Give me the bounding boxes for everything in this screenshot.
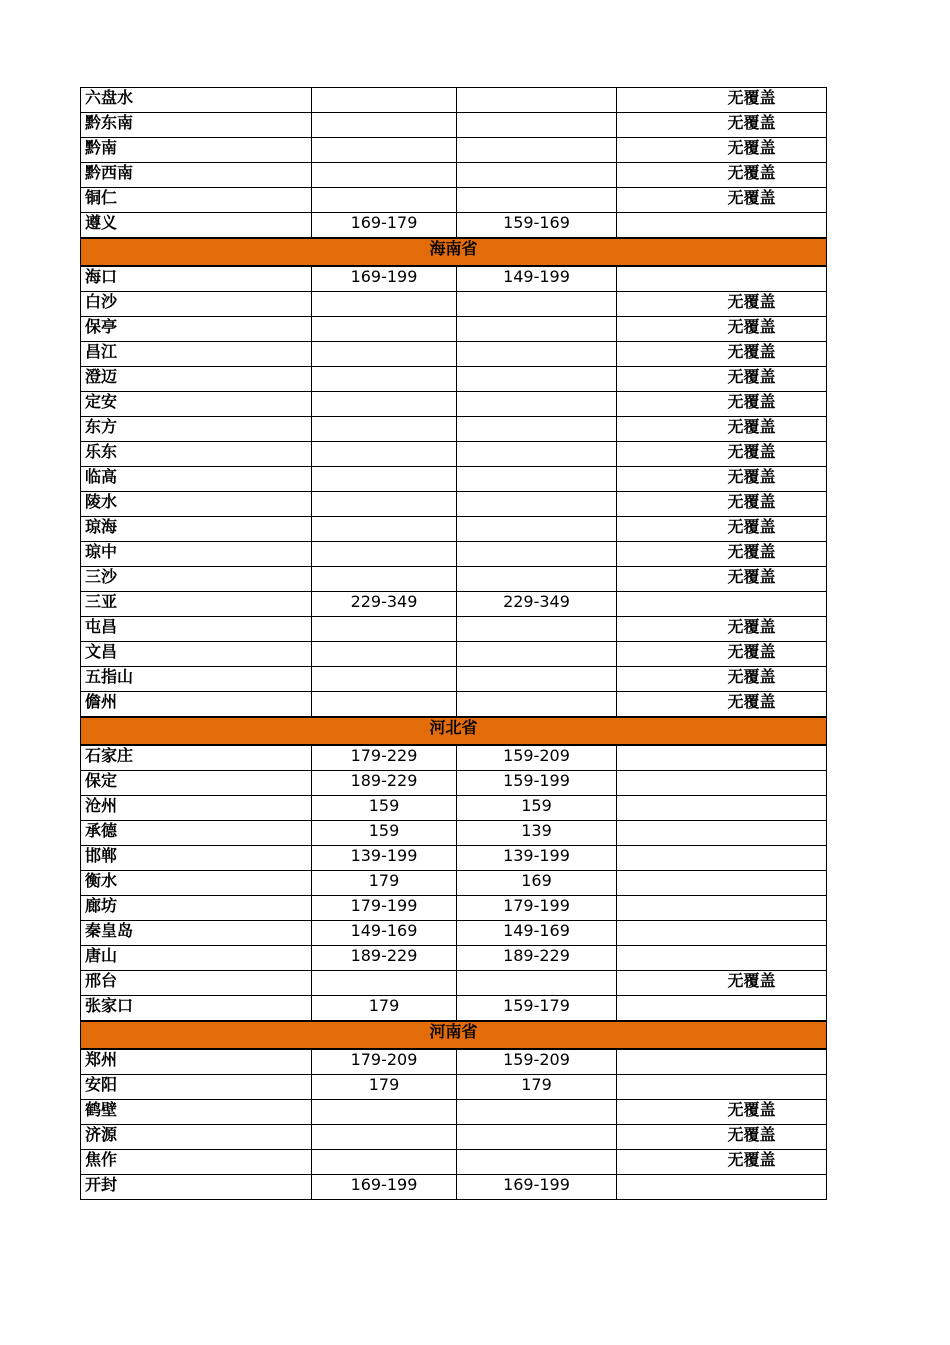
price-b-cell xyxy=(457,113,617,138)
city-cell: 遵义 xyxy=(81,213,312,239)
price-b-cell xyxy=(457,367,617,392)
table-row xyxy=(81,1175,827,1200)
price-b-cell: 159-179 xyxy=(457,996,617,1022)
price-b-cell: 189-229 xyxy=(457,946,617,971)
city-cell: 海口 xyxy=(81,266,312,292)
city-cell: 张家口 xyxy=(81,996,312,1022)
price-b-cell xyxy=(457,442,617,467)
coverage-cell: 无覆盖 xyxy=(617,392,827,417)
coverage-cell: 无覆盖 xyxy=(617,163,827,188)
city-cell: 琼中 xyxy=(81,542,312,567)
price-a-cell xyxy=(312,1150,457,1175)
price-b-cell xyxy=(457,188,617,213)
city-cell: 保定 xyxy=(81,771,312,796)
city-cell: 衡水 xyxy=(81,871,312,896)
coverage-cell: 无覆盖 xyxy=(617,1100,827,1125)
price-b-cell xyxy=(457,342,617,367)
price-a-cell: 149-169 xyxy=(312,921,457,946)
city-cell: 邢台 xyxy=(81,971,312,996)
price-b-cell xyxy=(457,1125,617,1150)
price-a-cell xyxy=(312,971,457,996)
price-b-cell xyxy=(457,517,617,542)
price-a-cell xyxy=(312,342,457,367)
table-row xyxy=(81,567,827,592)
price-b-cell: 159 xyxy=(457,796,617,821)
price-b-cell xyxy=(457,542,617,567)
coverage-cell xyxy=(617,821,827,846)
city-cell: 琼海 xyxy=(81,517,312,542)
price-b-cell xyxy=(457,138,617,163)
price-a-cell xyxy=(312,392,457,417)
price-b-cell xyxy=(457,667,617,692)
price-a-cell xyxy=(312,442,457,467)
price-a-cell xyxy=(312,467,457,492)
price-b-cell xyxy=(457,642,617,667)
price-b-cell xyxy=(457,617,617,642)
city-cell: 昌江 xyxy=(81,342,312,367)
table-row xyxy=(81,542,827,567)
table-body xyxy=(81,88,827,1200)
price-b-cell xyxy=(457,392,617,417)
table-row xyxy=(81,138,827,163)
price-a-cell: 179-229 xyxy=(312,745,457,771)
price-a-cell: 179 xyxy=(312,871,457,896)
city-cell: 鹤壁 xyxy=(81,1100,312,1125)
city-cell: 石家庄 xyxy=(81,745,312,771)
price-coverage-table xyxy=(80,87,827,1200)
city-cell: 承德 xyxy=(81,821,312,846)
coverage-cell xyxy=(617,871,827,896)
table-row xyxy=(81,442,827,467)
province-name: 河北省 xyxy=(81,717,827,745)
table-row xyxy=(81,292,827,317)
city-cell: 秦皇岛 xyxy=(81,921,312,946)
coverage-cell: 无覆盖 xyxy=(617,692,827,718)
coverage-cell xyxy=(617,1049,827,1075)
table-row xyxy=(81,163,827,188)
table-row xyxy=(81,896,827,921)
price-a-cell xyxy=(312,492,457,517)
price-a-cell: 179-199 xyxy=(312,896,457,921)
coverage-cell: 无覆盖 xyxy=(617,467,827,492)
city-cell: 廊坊 xyxy=(81,896,312,921)
price-b-cell: 169 xyxy=(457,871,617,896)
price-a-cell xyxy=(312,417,457,442)
city-cell: 济源 xyxy=(81,1125,312,1150)
coverage-cell: 无覆盖 xyxy=(617,417,827,442)
price-a-cell xyxy=(312,367,457,392)
price-a-cell xyxy=(312,317,457,342)
table-row xyxy=(81,617,827,642)
coverage-cell: 无覆盖 xyxy=(617,971,827,996)
price-b-cell: 149-169 xyxy=(457,921,617,946)
table-row xyxy=(81,692,827,718)
table-row xyxy=(81,592,827,617)
table-row xyxy=(81,921,827,946)
price-a-cell: 179 xyxy=(312,996,457,1022)
city-cell: 唐山 xyxy=(81,946,312,971)
city-cell: 沧州 xyxy=(81,796,312,821)
price-b-cell xyxy=(457,492,617,517)
price-b-cell: 159-209 xyxy=(457,1049,617,1075)
table-row xyxy=(81,1150,827,1175)
price-b-cell: 159-199 xyxy=(457,771,617,796)
city-cell: 三沙 xyxy=(81,567,312,592)
coverage-cell: 无覆盖 xyxy=(617,188,827,213)
price-b-cell xyxy=(457,567,617,592)
table-row xyxy=(81,642,827,667)
price-b-cell: 159-209 xyxy=(457,745,617,771)
coverage-cell xyxy=(617,592,827,617)
price-b-cell: 139 xyxy=(457,821,617,846)
table-row xyxy=(81,88,827,113)
city-cell: 铜仁 xyxy=(81,188,312,213)
coverage-cell: 无覆盖 xyxy=(617,138,827,163)
price-a-cell: 169-179 xyxy=(312,213,457,239)
price-a-cell xyxy=(312,642,457,667)
coverage-cell: 无覆盖 xyxy=(617,1150,827,1175)
coverage-cell: 无覆盖 xyxy=(617,367,827,392)
table-row xyxy=(81,946,827,971)
price-b-cell xyxy=(457,163,617,188)
price-a-cell xyxy=(312,1125,457,1150)
table-row xyxy=(81,1075,827,1100)
price-a-cell: 179-209 xyxy=(312,1049,457,1075)
price-b-cell xyxy=(457,417,617,442)
coverage-cell: 无覆盖 xyxy=(617,642,827,667)
price-a-cell xyxy=(312,88,457,113)
price-b-cell xyxy=(457,971,617,996)
price-b-cell xyxy=(457,1150,617,1175)
price-a-cell xyxy=(312,692,457,718)
city-cell: 乐东 xyxy=(81,442,312,467)
coverage-cell xyxy=(617,846,827,871)
coverage-cell: 无覆盖 xyxy=(617,292,827,317)
price-a-cell xyxy=(312,292,457,317)
price-b-cell xyxy=(457,692,617,718)
province-header-row xyxy=(81,717,827,745)
table-row xyxy=(81,467,827,492)
price-b-cell xyxy=(457,1100,617,1125)
table-row xyxy=(81,846,827,871)
price-a-cell: 189-229 xyxy=(312,771,457,796)
city-cell: 保亭 xyxy=(81,317,312,342)
coverage-cell: 无覆盖 xyxy=(617,567,827,592)
city-cell: 六盘水 xyxy=(81,88,312,113)
price-a-cell: 179 xyxy=(312,1075,457,1100)
table-row xyxy=(81,517,827,542)
table-row xyxy=(81,367,827,392)
city-cell: 东方 xyxy=(81,417,312,442)
coverage-cell xyxy=(617,946,827,971)
price-b-cell: 169-199 xyxy=(457,1175,617,1200)
coverage-cell: 无覆盖 xyxy=(617,542,827,567)
coverage-cell xyxy=(617,1175,827,1200)
price-b-cell xyxy=(457,88,617,113)
table-row xyxy=(81,796,827,821)
price-a-cell xyxy=(312,1100,457,1125)
city-cell: 邯郸 xyxy=(81,846,312,871)
city-cell: 陵水 xyxy=(81,492,312,517)
coverage-cell xyxy=(617,796,827,821)
table-row xyxy=(81,871,827,896)
price-a-cell xyxy=(312,188,457,213)
coverage-cell xyxy=(617,745,827,771)
coverage-cell: 无覆盖 xyxy=(617,617,827,642)
coverage-cell: 无覆盖 xyxy=(617,317,827,342)
coverage-cell xyxy=(617,996,827,1022)
price-a-cell xyxy=(312,138,457,163)
price-b-cell xyxy=(457,467,617,492)
table-row xyxy=(81,417,827,442)
price-b-cell: 149-199 xyxy=(457,266,617,292)
price-a-cell: 159 xyxy=(312,796,457,821)
coverage-cell: 无覆盖 xyxy=(617,492,827,517)
city-cell: 屯昌 xyxy=(81,617,312,642)
table-row xyxy=(81,188,827,213)
price-b-cell: 179-199 xyxy=(457,896,617,921)
coverage-cell: 无覆盖 xyxy=(617,342,827,367)
city-cell: 开封 xyxy=(81,1175,312,1200)
city-cell: 黔西南 xyxy=(81,163,312,188)
coverage-cell xyxy=(617,1075,827,1100)
table-row xyxy=(81,392,827,417)
price-a-cell: 189-229 xyxy=(312,946,457,971)
price-a-cell: 169-199 xyxy=(312,266,457,292)
city-cell: 三亚 xyxy=(81,592,312,617)
price-b-cell: 179 xyxy=(457,1075,617,1100)
table-row xyxy=(81,492,827,517)
coverage-cell xyxy=(617,921,827,946)
province-name: 河南省 xyxy=(81,1021,827,1049)
city-cell: 文昌 xyxy=(81,642,312,667)
price-a-cell: 169-199 xyxy=(312,1175,457,1200)
city-cell: 郑州 xyxy=(81,1049,312,1075)
coverage-cell xyxy=(617,213,827,239)
province-header-row xyxy=(81,238,827,266)
price-a-cell xyxy=(312,542,457,567)
table-row xyxy=(81,1125,827,1150)
price-a-cell xyxy=(312,113,457,138)
table-row xyxy=(81,667,827,692)
table-row xyxy=(81,1049,827,1075)
table-row xyxy=(81,771,827,796)
price-a-cell: 229-349 xyxy=(312,592,457,617)
coverage-cell xyxy=(617,896,827,921)
price-a-cell xyxy=(312,163,457,188)
coverage-cell: 无覆盖 xyxy=(617,1125,827,1150)
price-b-cell xyxy=(457,292,617,317)
province-header-row xyxy=(81,1021,827,1049)
city-cell: 安阳 xyxy=(81,1075,312,1100)
table-row xyxy=(81,113,827,138)
table-row xyxy=(81,317,827,342)
city-cell: 定安 xyxy=(81,392,312,417)
coverage-cell: 无覆盖 xyxy=(617,442,827,467)
table-row xyxy=(81,213,827,239)
price-a-cell xyxy=(312,617,457,642)
price-b-cell: 229-349 xyxy=(457,592,617,617)
table-row xyxy=(81,821,827,846)
city-cell: 白沙 xyxy=(81,292,312,317)
city-cell: 五指山 xyxy=(81,667,312,692)
table-row xyxy=(81,971,827,996)
city-cell: 黔南 xyxy=(81,138,312,163)
price-a-cell xyxy=(312,567,457,592)
price-a-cell: 139-199 xyxy=(312,846,457,871)
coverage-cell: 无覆盖 xyxy=(617,113,827,138)
price-a-cell: 159 xyxy=(312,821,457,846)
table-row xyxy=(81,1100,827,1125)
coverage-cell: 无覆盖 xyxy=(617,667,827,692)
price-a-cell xyxy=(312,517,457,542)
city-cell: 澄迈 xyxy=(81,367,312,392)
city-cell: 儋州 xyxy=(81,692,312,718)
city-cell: 焦作 xyxy=(81,1150,312,1175)
city-cell: 临高 xyxy=(81,467,312,492)
coverage-cell xyxy=(617,771,827,796)
coverage-cell xyxy=(617,266,827,292)
table-row xyxy=(81,342,827,367)
price-b-cell: 159-169 xyxy=(457,213,617,239)
table-row xyxy=(81,745,827,771)
table-row xyxy=(81,996,827,1022)
table-row xyxy=(81,266,827,292)
city-cell: 黔东南 xyxy=(81,113,312,138)
price-b-cell: 139-199 xyxy=(457,846,617,871)
coverage-cell: 无覆盖 xyxy=(617,517,827,542)
price-a-cell xyxy=(312,667,457,692)
coverage-cell: 无覆盖 xyxy=(617,88,827,113)
price-b-cell xyxy=(457,317,617,342)
province-name: 海南省 xyxy=(81,238,827,266)
